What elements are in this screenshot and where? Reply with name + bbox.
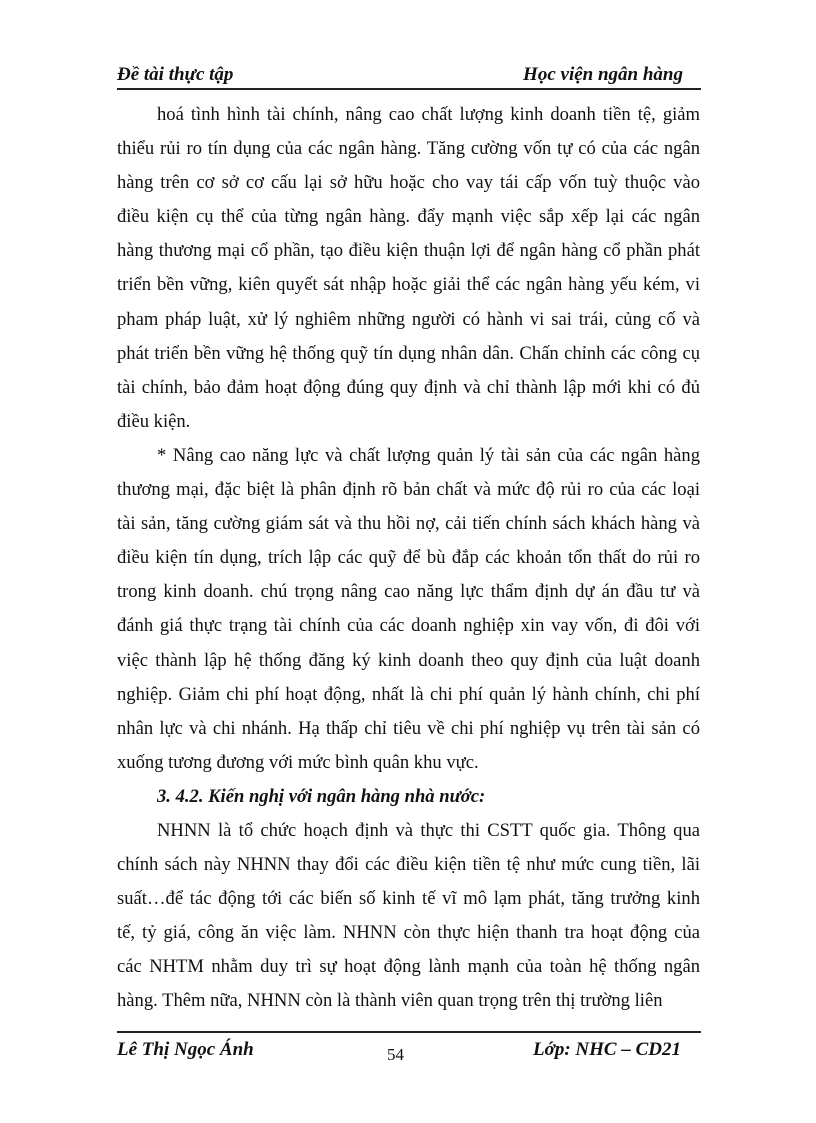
text-line: việc thành lập hệ thống đăng ký kinh doanh theo quy định của luật doanh bbox=[117, 649, 700, 671]
footer-author: Lê Thị Ngọc Ánh bbox=[117, 1039, 254, 1060]
text-line: hàng thương mại cổ phần, tạo điều kiện thuận lợi để ngân hàng cổ phần phát bbox=[117, 240, 700, 262]
text-line: xuống tương đương với mức bình quân khu vực. bbox=[117, 751, 479, 773]
text-line: đánh giá thực trạng tài chính của các doanh nghiệp xin vay vốn, đi đôi với bbox=[117, 615, 700, 637]
text-line: NHNN là tổ chức hoạch định và thực thi CSTT quốc gia. Thông qua bbox=[157, 819, 700, 841]
text-line: suất…để tác động tới các biến số kinh tế vĩ mô lạm phát, tăng trưởng kinh bbox=[117, 888, 700, 910]
text-line: * Nâng cao năng lực và chất lượng quản lý tài sản của các ngân hàng bbox=[157, 444, 700, 466]
text-line: chính sách này NHNN thay đổi các điều kiện tiền tệ như mức cung tiền, lãi bbox=[117, 854, 700, 876]
text-line: tài sản, tăng cường giám sát và thu hồi nợ, cải tiến chính sách khách hàng và bbox=[117, 513, 700, 535]
text-line: trong kinh doanh. chú trọng nâng cao năng lực thẩm định dự án đầu tư và bbox=[117, 581, 700, 603]
footer-class: Lớp: NHC – CD21 bbox=[533, 1039, 681, 1060]
body-text bbox=[117, 100, 700, 1021]
text-line: tài chính, bảo đảm hoạt động đúng quy định và chỉ thành lập mới khi có đủ bbox=[117, 376, 700, 398]
text-line: phát triển bền vững hệ thống quỹ tín dụng nhân dân. Chấn chỉnh các công cụ bbox=[117, 342, 700, 364]
text-line: nhân lực và chi nhánh. Hạ thấp chỉ tiêu về chi phí nghiệp vụ trên tài sản có bbox=[117, 717, 700, 739]
text-line: điều kiện cụ thể của từng ngân hàng. đẩy mạnh việc sắp xếp lại các ngân bbox=[117, 206, 700, 228]
text-line: hàng. Thêm nữa, NHNN còn là thành viên quan trọng trên thị trường liên bbox=[117, 990, 663, 1012]
text-line: tế, tỷ giá, công ăn việc làm. NHNN còn thực hiện thanh tra hoạt động của bbox=[117, 922, 700, 944]
page-number: 54 bbox=[387, 1045, 404, 1064]
text-line: thương mại, đặc biệt là phân định rõ bản chất và mức độ rủi ro của các loại bbox=[117, 479, 700, 501]
text-line: hàng trên cơ sở cơ cấu lại sở hữu hoặc cho vay tái cấp vốn tuỳ thuộc vào bbox=[117, 172, 700, 194]
text-line: hoá tình hình tài chính, nâng cao chất lượng kinh doanh tiền tệ, giảm bbox=[157, 104, 700, 125]
text-line: triển bền vững, kiên quyết sát nhập hoặc giải thể các ngân hàng yếu kém, vi bbox=[117, 274, 700, 296]
header-title: Đề tài thực tập bbox=[117, 64, 234, 85]
text-line: nghiệp. Giảm chi phí hoạt động, nhất là chi phí quản lý hành chính, chi phí bbox=[117, 683, 700, 705]
text-line: điều kiện. bbox=[117, 410, 191, 432]
text-line: thiểu rủi ro tín dụng của các ngân hàng. Tăng cường vốn tự có của các ngân bbox=[117, 138, 700, 160]
text-line: các NHTM nhằm duy trì sự hoạt động lành mạnh của toàn hệ thống ngân bbox=[117, 956, 700, 978]
header-institution: Học viện ngân hàng bbox=[523, 64, 683, 85]
text-line: pham pháp luật, xử lý nghiêm những người có hành vi sai trái, củng cố và bbox=[117, 308, 700, 330]
page-header bbox=[117, 62, 701, 90]
text-line: điều kiện tín dụng, trích lập các quỹ để bù đắp các khoản tổn thất do rủi ro bbox=[117, 547, 700, 569]
section-heading: 3. 4.2. Kiến nghị với ngân hàng nhà nước: bbox=[157, 785, 486, 807]
page-footer bbox=[117, 1031, 701, 1073]
